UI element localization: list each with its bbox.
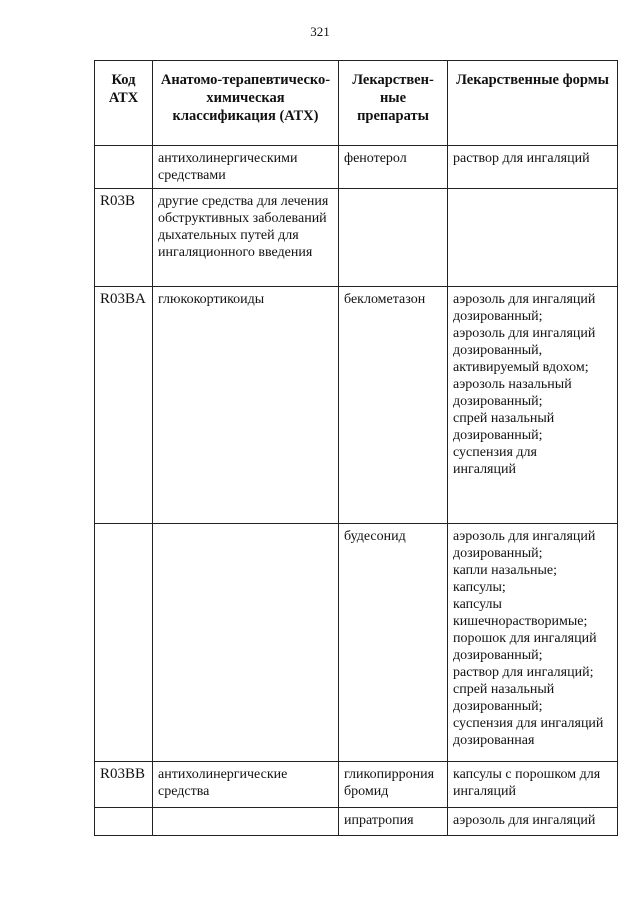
atc-code-cell: R03BA bbox=[95, 287, 153, 524]
form-line: раствор для ингаляций; bbox=[453, 665, 594, 680]
classification-cell: антихолинергическими средствами bbox=[153, 146, 339, 189]
form-line: активируемый вдохом; bbox=[453, 360, 589, 375]
atc-code-cell bbox=[95, 524, 153, 762]
header-drugs: Лекарствен-ные препараты bbox=[339, 61, 448, 146]
classification-cell: другие средства для лечения обструктивных заболеваний дыхательных путей для ингаляционного введения bbox=[153, 189, 339, 287]
forms-cell bbox=[448, 146, 618, 189]
form-line: аэрозоль для ингаляций bbox=[453, 813, 596, 828]
header-code: Код АТХ bbox=[95, 61, 153, 146]
forms-cell bbox=[448, 808, 618, 836]
forms-cell bbox=[448, 287, 618, 524]
form-line: спрей назальный bbox=[453, 682, 555, 697]
form-line: капсулы bbox=[453, 597, 502, 612]
form-line: дозированный; bbox=[453, 394, 543, 409]
forms-cell bbox=[448, 762, 618, 808]
table-row bbox=[95, 189, 618, 287]
table-row bbox=[95, 146, 618, 189]
form-line: капсулы; bbox=[453, 580, 506, 595]
form-line: дозированный; bbox=[453, 648, 543, 663]
forms-cell bbox=[448, 524, 618, 762]
atc-code-cell bbox=[95, 146, 153, 189]
drug-cell bbox=[339, 189, 448, 287]
header-forms: Лекарственные формы bbox=[448, 61, 618, 146]
table-header-row bbox=[95, 61, 618, 146]
table-row bbox=[95, 287, 618, 524]
form-line: дозированный; bbox=[453, 546, 543, 561]
form-line: суспензия для bbox=[453, 445, 537, 460]
atc-code-cell bbox=[95, 808, 153, 836]
table-row bbox=[95, 524, 618, 762]
drug-cell: ипратропия bbox=[339, 808, 448, 836]
drug-cell: гликопиррония бромид bbox=[339, 762, 448, 808]
forms-cell bbox=[448, 189, 618, 287]
atc-drug-table bbox=[94, 60, 618, 836]
form-line: раствор для ингаляций bbox=[453, 151, 590, 166]
drug-cell: фенотерол bbox=[339, 146, 448, 189]
form-line: аэрозоль назальный bbox=[453, 377, 572, 392]
classification-cell: антихолинергические средства bbox=[153, 762, 339, 808]
form-line: капсулы с порошком для ингаляций bbox=[453, 767, 601, 799]
page-number: 321 bbox=[310, 24, 330, 39]
atc-code-cell: R03B bbox=[95, 189, 153, 287]
classification-cell bbox=[153, 524, 339, 762]
form-line: капли назальные; bbox=[453, 563, 558, 578]
form-line: дозированный; bbox=[453, 428, 543, 443]
table-row bbox=[95, 762, 618, 808]
form-line: ингаляций bbox=[453, 462, 516, 477]
drug-cell: беклометазон bbox=[339, 287, 448, 524]
form-line: дозированный, bbox=[453, 343, 543, 358]
atc-code-cell: R03BB bbox=[95, 762, 153, 808]
form-line: аэрозоль для ингаляций bbox=[453, 326, 596, 341]
header-classification: Анатомо-терапевтическо-химическая классификация (АТХ) bbox=[153, 61, 339, 146]
form-line: аэрозоль для ингаляций bbox=[453, 292, 596, 307]
classification-cell: глюкокортикоиды bbox=[153, 287, 339, 524]
form-line: дозированный; bbox=[453, 309, 543, 324]
form-line: спрей назальный bbox=[453, 411, 555, 426]
form-line: порошок для ингаляций bbox=[453, 631, 597, 646]
form-line: дозированный; bbox=[453, 699, 543, 714]
form-line: суспензия для ингаляций bbox=[453, 716, 604, 731]
form-line: кишечнорастворимые; bbox=[453, 614, 588, 629]
table-row bbox=[95, 808, 618, 836]
form-line: аэрозоль для ингаляций bbox=[453, 529, 596, 544]
classification-cell bbox=[153, 808, 339, 836]
drug-cell: будесонид bbox=[339, 524, 448, 762]
form-line: дозированная bbox=[453, 733, 535, 748]
